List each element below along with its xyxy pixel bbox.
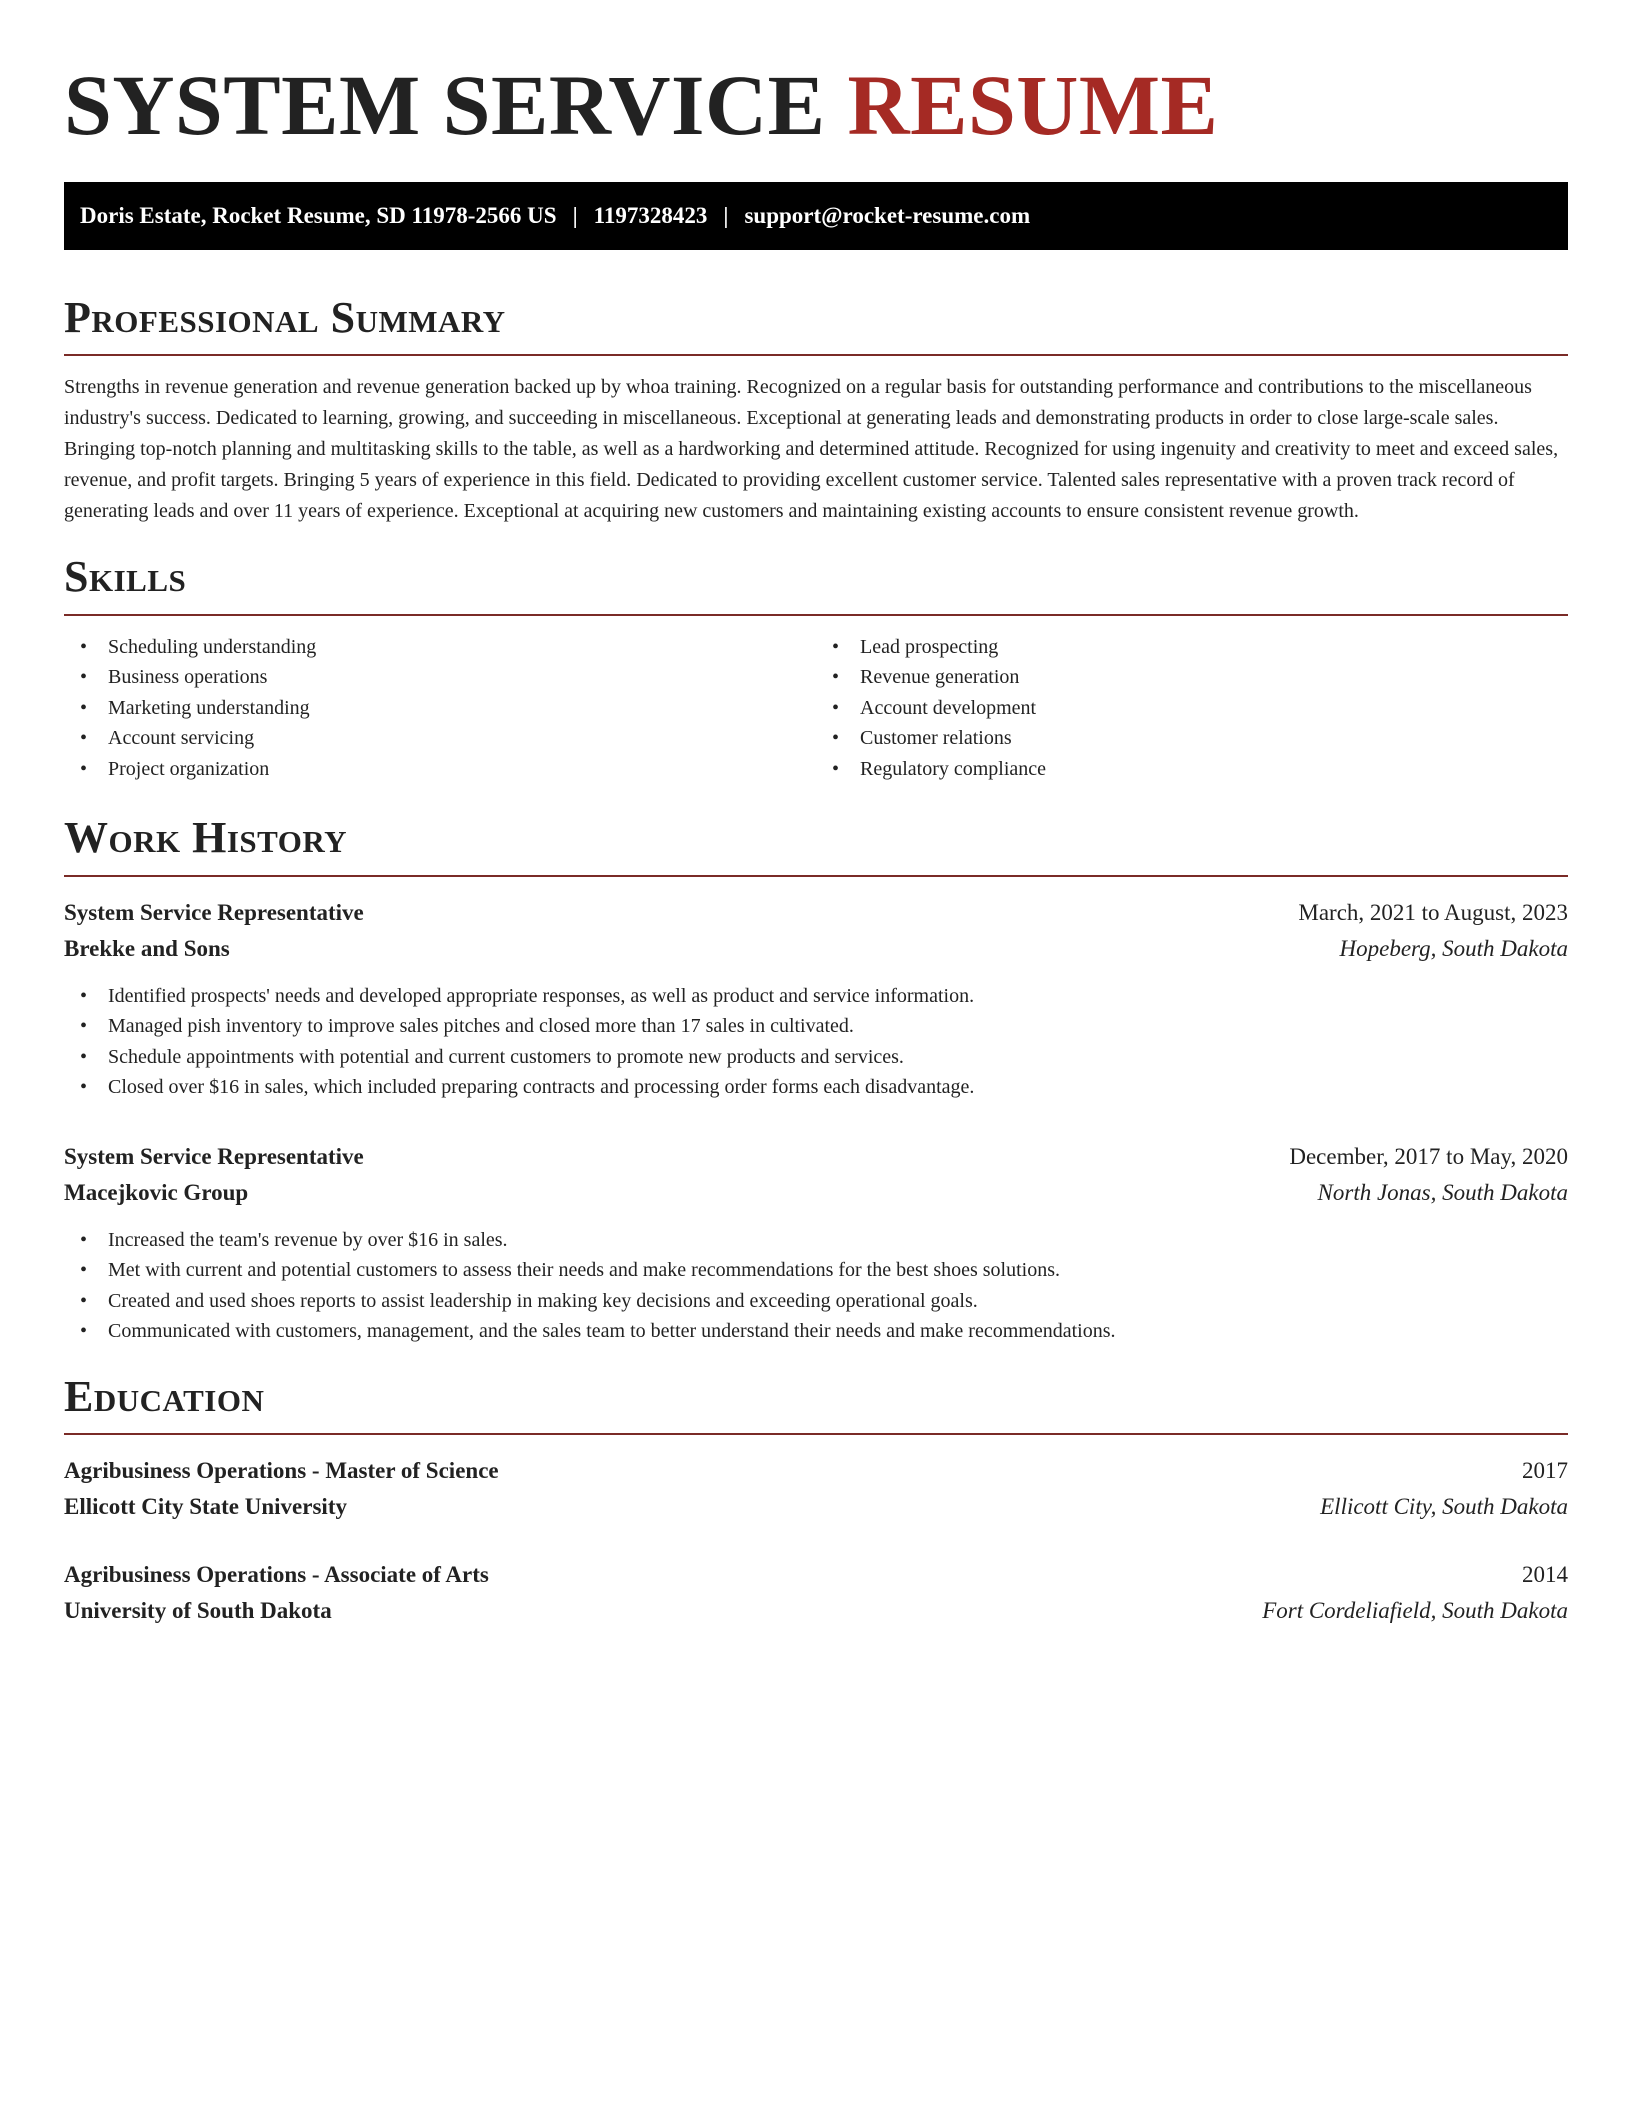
- education-school: Ellicott City State University: [64, 1494, 347, 1520]
- job-bullet: • Created and used shoes reports to assist leadership in making key decisions and exceeding operational goals.: [64, 1286, 1568, 1317]
- skill-item: • Business operations: [64, 662, 816, 693]
- section-divider: [64, 1433, 1568, 1435]
- education-year: 2017: [1522, 1458, 1568, 1484]
- title-main: SYSTEM SERVICE: [64, 57, 826, 153]
- education-degree: Agribusiness Operations - Associate of Arts: [64, 1562, 489, 1588]
- job-company: Macejkovic Group: [64, 1179, 249, 1205]
- education-section: [64, 1373, 1568, 1629]
- education-entry: [64, 1557, 1568, 1629]
- job-bullet: • Identified prospects' needs and developed appropriate responses, as well as product and service information.: [64, 981, 1568, 1012]
- job-location: North Jonas, South Dakota: [1317, 1179, 1568, 1205]
- contact-bar: [64, 182, 1568, 250]
- job-header-row: [64, 1139, 1568, 1175]
- education-school-row: [64, 1489, 1568, 1525]
- contact-phone[interactable]: 1197328423: [593, 203, 708, 228]
- job-entry: [64, 895, 1568, 1103]
- job-bullet: • Communicated with customers, management, and the sales team to better understand their needs and make recommendations.: [64, 1316, 1568, 1347]
- skill-item: • Regulatory compliance: [816, 754, 1568, 785]
- skill-item: • Project organization: [64, 754, 816, 785]
- education-entry: [64, 1453, 1568, 1525]
- section-divider: [64, 354, 1568, 356]
- job-bullet: • Managed pish inventory to improve sales pitches and closed more than 17 sales in cultivated.: [64, 1011, 1568, 1042]
- job-bullet: • Increased the team's revenue by over $16 in sales.: [64, 1225, 1568, 1256]
- job-title: System Service Representative: [64, 899, 364, 925]
- education-heading: Education: [64, 1371, 265, 1421]
- education-school-row: [64, 1593, 1568, 1629]
- title-accent: RESUME: [847, 57, 1219, 153]
- contact-email[interactable]: support@rocket-resume.com: [744, 203, 1031, 228]
- contact-address: Doris Estate, Rocket Resume, SD 11978-2566 US: [80, 203, 557, 228]
- job-bullets: [64, 1225, 1568, 1347]
- skill-item: • Account development: [816, 693, 1568, 724]
- job-dates: March, 2021 to August, 2023: [1298, 899, 1568, 925]
- skills-column-right: [816, 632, 1568, 785]
- work-history-section: [64, 814, 1568, 1346]
- job-entry: [64, 1139, 1568, 1347]
- job-header-row: [64, 895, 1568, 931]
- job-bullet: • Schedule appointments with potential and current customers to promote new products and services.: [64, 1042, 1568, 1073]
- skill-item: • Lead prospecting: [816, 632, 1568, 663]
- skill-item: • Account servicing: [64, 723, 816, 754]
- skills-section: [64, 553, 1568, 784]
- job-bullet: • Met with current and potential customers to assess their needs and make recommendations for the best shoes solutions.: [64, 1255, 1568, 1286]
- job-company: Brekke and Sons: [64, 935, 230, 961]
- skills-column-left: [64, 632, 816, 785]
- contact-separator: |: [572, 203, 578, 228]
- job-bullets: [64, 981, 1568, 1103]
- education-school: University of South Dakota: [64, 1598, 332, 1624]
- education-degree-row: [64, 1453, 1568, 1489]
- skill-item: • Marketing understanding: [64, 693, 816, 724]
- job-location: Hopeberg, South Dakota: [1339, 935, 1568, 961]
- skill-item: • Scheduling understanding: [64, 632, 816, 663]
- summary-heading: Professional Summary: [64, 293, 506, 342]
- job-dates: December, 2017 to May, 2020: [1289, 1143, 1568, 1169]
- summary-section: [64, 294, 1568, 527]
- section-divider: [64, 614, 1568, 616]
- section-divider: [64, 875, 1568, 877]
- skill-item: • Customer relations: [816, 723, 1568, 754]
- resume-title: [64, 57, 1568, 153]
- education-degree-row: [64, 1557, 1568, 1593]
- summary-text: Strengths in revenue generation and revenue generation backed up by whoa training. Recognized on a regular basis for outstanding performance and contributions to the miscellaneous industry's success. Dedicated to learning, growing, and succeeding in miscellaneous. Exceptional at generating leads and demonstrating products in order to close large-scale sales. Bringing top-notch planning and multitasking skills to the table, as well as a hardworking and determined attitude. Recognized for using ingenuity and creativity to meet and exceed sales, revenue, and profit targets. Bringing 5 years of experience in this field. Dedicated to providing excellent customer service. Talented sales representative with a proven track record of generating leads and over 11 years of experience. Exceptional at acquiring new customers and maintaining existing accounts to ensure consistent revenue growth.: [64, 376, 1559, 523]
- education-location: Fort Cordeliafield, South Dakota: [1262, 1598, 1568, 1624]
- job-company-row: [64, 931, 1568, 967]
- contact-separator: |: [723, 203, 729, 228]
- education-location: Ellicott City, South Dakota: [1320, 1494, 1568, 1520]
- skills-list: [64, 632, 1568, 785]
- skill-item: • Revenue generation: [816, 662, 1568, 693]
- education-year: 2014: [1522, 1562, 1568, 1588]
- education-degree: Agribusiness Operations - Master of Science: [64, 1458, 499, 1484]
- work-history-heading: Work History: [64, 813, 348, 863]
- skills-heading: Skills: [64, 552, 187, 602]
- job-bullet: • Closed over $16 in sales, which included preparing contracts and processing order forms each disadvantage.: [64, 1072, 1568, 1103]
- job-title: System Service Representative: [64, 1143, 364, 1169]
- job-company-row: [64, 1175, 1568, 1211]
